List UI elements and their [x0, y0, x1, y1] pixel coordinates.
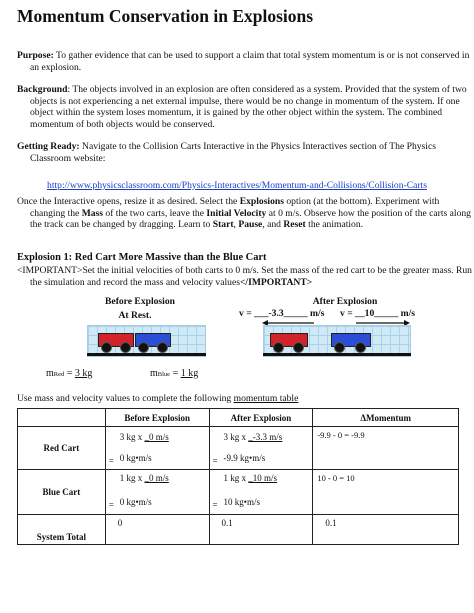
table-intro-link: momentum table — [233, 393, 299, 404]
mass-blue-equals: = — [170, 368, 181, 379]
getting-ready-label: Getting Ready: — [17, 141, 80, 152]
table-intro — [17, 393, 462, 405]
instr-text-7: the animation. — [305, 219, 364, 231]
after-track-ground — [263, 353, 411, 356]
red-after-mass: 3 kg x — [223, 432, 249, 442]
table-header-row — [18, 409, 459, 427]
red-before-equals: = — [108, 456, 114, 466]
background-label: Background — [17, 84, 68, 95]
link-row — [0, 175, 474, 193]
instr-bold-initial-velocity: Initial Velocity — [206, 207, 267, 219]
red-after-velocity: _-3.3 m/s — [248, 432, 283, 442]
instr-text-2: option (at the bottom). Experiment with changing the — [30, 196, 440, 219]
row-label-system-total: System Total — [18, 515, 106, 545]
blue-after-velocity: _10 m/s — [248, 473, 278, 483]
important-close-tag: </IMPORTANT> — [239, 276, 313, 288]
important-open-tag: <IMPORTANT> — [17, 265, 83, 276]
before-track-ground — [87, 353, 206, 356]
wheel-icon — [101, 342, 112, 353]
red-before-mass: 3 kg x — [119, 432, 145, 442]
wheel-icon — [293, 342, 304, 353]
v-red-label — [239, 308, 324, 319]
row-label-red-cart: Red Cart — [18, 427, 106, 470]
cell-red-delta: -9.9 - 0 = -9.9 — [313, 427, 459, 470]
cell-blue-delta: 10 - 0 = 10 — [313, 470, 459, 515]
getting-ready-text: Navigate to the Collision Carts Interactive in the Physics Interactives section of The Physics Classroom website: — [30, 141, 436, 164]
v-red-value: -3.3 — [268, 308, 284, 319]
wheel-icon — [355, 342, 366, 353]
row-label-blue-cart: Blue Cart — [18, 470, 106, 515]
table-row-total — [18, 515, 459, 545]
instr-bold-explosions: Explosions — [239, 196, 284, 207]
cell-total-before: 0 — [105, 515, 209, 545]
cell-total-delta: 0.1 — [313, 515, 459, 545]
table-row-red — [18, 427, 459, 470]
wheel-icon — [273, 342, 284, 353]
important-text: Set the initial velocities of both carts to 0 m/s. Set the mass of the red cart to be the greater mass. Run the simulation and record the mass and velocity values — [30, 265, 472, 288]
blue-after-equals: = — [212, 500, 218, 510]
cell-total-after: 0.1 — [209, 515, 313, 545]
mass-red-equals: = — [64, 368, 75, 379]
wheel-icon — [334, 342, 345, 353]
collision-carts-link[interactable]: http://www.physicsclassroom.com/Physics-Interactives/Momentum-and-Collisions/Collision-Carts — [47, 180, 427, 191]
background-paragraph — [17, 84, 474, 130]
cell-red-after — [209, 427, 313, 470]
blue-after-momentum: 10 kg•m/s — [223, 497, 260, 507]
red-before-momentum: 0 kg•m/s — [119, 453, 152, 463]
instr-text-5: , — [233, 219, 239, 231]
instr-text-6: , and — [262, 219, 284, 231]
mass-red-value: 3 kg — [74, 368, 93, 379]
instr-bold-reset: Reset — [283, 219, 306, 231]
wheel-icon — [120, 342, 131, 353]
cell-red-before — [105, 427, 209, 470]
instr-bold-pause: Pause — [238, 219, 263, 231]
table-header-before: Before Explosion — [105, 409, 209, 427]
wheel-icon — [157, 342, 168, 353]
blue-before-momentum: 0 kg•m/s — [119, 497, 152, 507]
momentum-table — [17, 408, 459, 545]
background-text: : The objects involved in an explosion are often considered as a system. Provided that the system of two objects is not experiencing a net external impulse, there would be no change in momentum of the system. If one object within the system loses momentum, it is gained by the other object within the system. The combined momentum of both objects would be conserved. — [30, 84, 467, 130]
blue-before-velocity: _0 m/s — [144, 473, 169, 483]
getting-ready-paragraph — [17, 141, 474, 164]
wheel-icon — [138, 342, 149, 353]
blue-before-mass: 1 kg x — [119, 473, 145, 483]
red-before-velocity: _0 m/s — [144, 432, 169, 442]
mass-red — [46, 368, 92, 379]
v-red-prefix: v = ___ — [239, 308, 269, 319]
purpose-paragraph — [17, 50, 474, 73]
mass-blue-subscript: Blue — [157, 371, 171, 378]
cell-blue-after — [209, 470, 313, 515]
blue-before-equals: = — [108, 500, 114, 510]
mass-red-subscript: Red — [53, 371, 65, 378]
purpose-label: Purpose: — [17, 50, 54, 61]
table-header-delta: ΔMomentum — [313, 409, 459, 427]
v-blue-label — [340, 308, 415, 319]
before-explosion-label: Before Explosion — [105, 296, 175, 307]
blue-after-mass: 1 kg x — [223, 473, 249, 483]
instr-bold-mass: Mass — [81, 207, 104, 219]
red-after-equals: = — [212, 456, 218, 466]
after-explosion-label: After Explosion — [312, 296, 378, 307]
mass-red-symbol: m — [46, 368, 54, 379]
mass-blue — [150, 368, 198, 379]
v-blue-value: 10 — [364, 308, 375, 319]
v-blue-prefix: v = __ — [340, 308, 365, 319]
instr-text-1: Once the Interactive opens, resize it as desired. Select the — [17, 196, 240, 207]
table-row-blue — [18, 470, 459, 515]
v-blue-suffix: _____ m/s — [374, 308, 416, 319]
important-paragraph — [17, 265, 474, 288]
at-rest-label: At Rest. — [118, 310, 152, 321]
v-red-suffix: _____ m/s — [283, 308, 325, 319]
instr-bold-start: Start — [212, 219, 234, 231]
table-header-blank — [18, 409, 106, 427]
red-after-momentum: -9.9 kg•m/s — [223, 453, 266, 463]
instr-text-3: of the two carts, leave the — [103, 207, 207, 219]
table-header-after: After Explosion — [209, 409, 313, 427]
cell-blue-before — [105, 470, 209, 515]
purpose-text: To gather evidence that can be used to support a claim that total system momentum is or is not conserved in an explosion. — [30, 50, 470, 73]
instr-text-4: at 0 m/s. Observe how the position of the carts along the track can be changed by dragging. Learn to — [30, 207, 471, 231]
page-title: Momentum Conservation in Explosions — [17, 6, 314, 26]
instructions-paragraph — [17, 196, 474, 231]
explosion-1-heading: Explosion 1: Red Cart More Massive than the Blue Cart — [17, 252, 267, 263]
table-intro-text: Use mass and velocity values to complete the following — [17, 393, 234, 404]
mass-blue-value: 1 kg — [180, 368, 199, 379]
mass-blue-symbol: m — [150, 368, 158, 379]
